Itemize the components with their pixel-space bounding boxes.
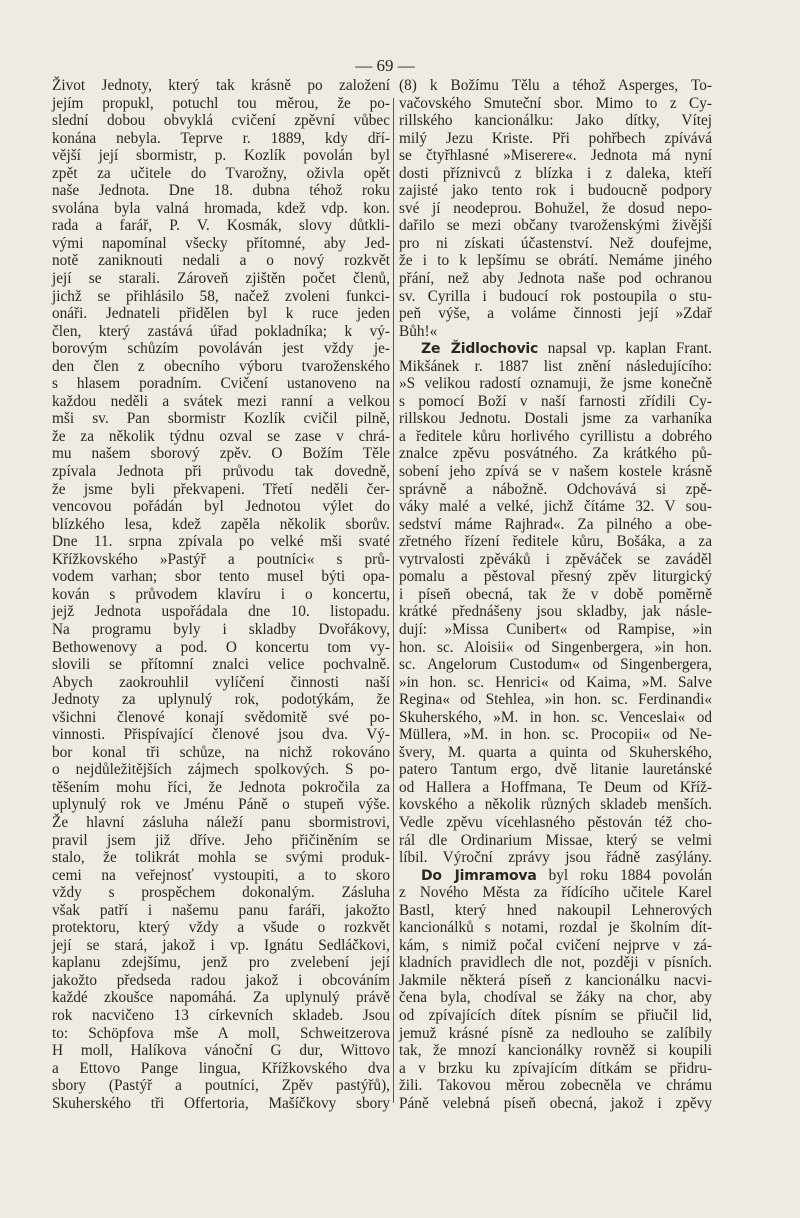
text-line: dují: »Missa Cunibert« od Rampise, »in (399, 620, 712, 638)
text-line: rillskou Jednotu. Dostali jsme za varhaníka (399, 410, 712, 428)
text-line: od zpívajících dítek písním se přiučil lid, (399, 1006, 712, 1024)
text-line: slední dobou obvyklá cvičení zpěvní vůbec (52, 112, 390, 130)
text-line: Skuherského, »M. in hon. sc. Venceslai« od (399, 708, 712, 726)
text-line: Skuherského tři Offertoria, Mašíčkovy sbory (52, 1094, 390, 1112)
text-line: její se starali. Zároveň zjištěn počet členů, (52, 270, 390, 288)
text-line: se čtyřhlasné »Miserere«. Jednota má nyní (399, 147, 712, 165)
text-line: notě zaniknouti nedali a o nový rozkvět (52, 252, 390, 270)
text-line: Bastl, který hned nakoupil Lehnerových (399, 901, 712, 919)
text-line: s hlasem poradním. Cvičení ustanoveno na (52, 375, 390, 393)
text-line: konána nebyla. Teprve r. 1889, kdy dří- (52, 129, 390, 147)
text-line: zajisté jako tento rok i budoucně podpory (399, 182, 712, 200)
text-line: z Nového Města za řídícího učitele Karel (399, 884, 712, 902)
text-line: protektoru, který vždy a všude o rozkvět (52, 919, 390, 937)
text-line: váky malé a velké, jichž čítáme 32. V sou- (399, 498, 712, 516)
text-line: Bethowenovy a pod. O koncertu tom vy- (52, 638, 390, 656)
text-line: milý Jezu Kriste. Při pohřbech zpívává (399, 129, 712, 147)
text-line: bor konal tři schůze, na nichž rokováno (52, 743, 390, 761)
text-line-content: byl roku 1884 povolán (536, 866, 712, 884)
text-line: sv. Cyrilla i budoucí rok postoupila o stu- (399, 287, 712, 305)
text-line: svolána byla valná hromada, kdež vdp. kon. (52, 199, 390, 217)
text-line: jichž se přihlásilo 58, načež zvoleni funkci- (52, 287, 390, 305)
text-line: dosti příznivců z blízka i z daleka, kteří (399, 164, 712, 182)
text-line-content: napsal vp. kaplan Frant. (538, 340, 713, 358)
text-line: švery, M. quarta a quinta od Skuherského, (399, 743, 712, 761)
text-line: líbil. Výroční zprávy jsou řádně zasýlány. (399, 849, 712, 867)
text-line: hon. sc. Aloisii« od Singenbergera, »in hon. (399, 638, 712, 656)
text-line: Páně velebná píseň obecná, jakož i zpěvy (399, 1094, 712, 1112)
text-line: stalo, že tolikrát mohla se svými produk- (52, 849, 390, 867)
text-line: mši sv. Pan sbormistr Kozlík cvičil pilně, (52, 410, 390, 428)
text-line: znalce zpěvu posvátného. Za krátkého pů- (399, 445, 712, 463)
text-line: dařilo se mezi občany tvaroženskými živější (399, 217, 712, 235)
text-line: zpívala Jednota při průvodu tak dovedně, (52, 463, 390, 481)
text-line: sbory (Pastýř a poutníci, Zpěv pastýřů), (52, 1077, 390, 1095)
text-line: že jsme byli překvapeni. Třetí neděli čer- (52, 480, 390, 498)
text-line: kován s průvodem klavíru i o koncertu, (52, 585, 390, 603)
page-number: — 69 — (355, 56, 415, 75)
text-line: sobení jeho zpívá se v našem kostele krásně (399, 463, 712, 481)
text-line: kám, s nimiž počal cvičení nejprve v zá- (399, 936, 712, 954)
text-line: kaplanu zdejšímu, jenž pro zvelebení její (52, 954, 390, 972)
text-line: vodem varhan; sbor tento musel býti opa- (52, 568, 390, 586)
text-line: jejž Jednota uspořádala dne 10. listopadu. (52, 603, 390, 621)
text-line: tak, že mnozí kancionálky rovněž si koupili (399, 1042, 712, 1060)
text-line: Jakmile některá píseň z kancionálku nacvi- (399, 971, 712, 989)
right-text-column (399, 77, 712, 1112)
text-line: blízkého lesa, kdež zapěla několik sborův. (52, 515, 390, 533)
text-line: své jí neodeprou. Bohužel, že dosud nepo- (399, 199, 712, 217)
text-line: jemuž krásné písně za nedlouho se zalíbily (399, 1024, 712, 1042)
text-line: naše Jednota. Dne 18. dubna téhož roku (52, 182, 390, 200)
text-line: borovým schůzím povoláván jest vždy je- (52, 340, 390, 358)
text-line: každé zkoušce napomáhá. Za uplynulý právě (52, 989, 390, 1007)
text-line: žili. Takovou měrou zobecněla ve chrámu (399, 1077, 712, 1095)
text-line: patero Tantum ergo, dvě litanie lauretánské (399, 761, 712, 779)
text-line: správně a nábožně. Odchovává si zpě- (399, 480, 712, 498)
text-line: sc. Angelorum Custodum« od Singenbergera, (399, 656, 712, 674)
text-line: Bůh!« (399, 322, 438, 340)
text-line: kladních pravidlech dle not, později v písních. (399, 954, 712, 972)
text-line: kovského a několik různých skladeb menších. (399, 796, 712, 814)
text-line: kancionálků s notami, rozdal je školním dít- (399, 919, 712, 937)
text-line: Regina« od Stehlea, »in hon. sc. Ferdinandi« (399, 691, 712, 709)
text-line (399, 340, 712, 358)
text-line: její se stará, jakož i vp. Ignátu Sedláčkovi, (52, 936, 390, 954)
text-line: vytrvalosti zpěváků i zpěváček se zaváděl (399, 550, 712, 568)
text-line: všichni členové konají svědomitě své po- (52, 708, 390, 726)
text-line: s pomocí Boží v naší farnosti zřídili Cy- (399, 392, 712, 410)
text-line: den člen z obecního výboru tvaroženského (52, 357, 390, 375)
text-line: to: Schöpfova mše A moll, Schweitzerova (52, 1024, 390, 1042)
text-line: Dne 11. srpna zpívala po velké mši svaté (52, 533, 390, 551)
text-line: H moll, Halíkova vánoční G dur, Wittovo (52, 1042, 390, 1060)
text-line: Jednoty za uplynulý rok, podotýkám, že (52, 691, 390, 709)
left-text-column (52, 77, 390, 1112)
text-line: čena byla, chodíval se žáky na chor, aby (399, 989, 712, 1007)
text-line: Müllera, »M. in hon. sc. Procopii« od Ne- (399, 726, 712, 744)
text-line: že i to k lepšímu se obrátí. Nemáme jiného (399, 252, 712, 270)
text-line: »S velikou radostí oznamuji, že jsme konečně (399, 375, 712, 393)
text-line: pravil jsem již dříve. Jeho přičiněním se (52, 831, 390, 849)
text-line: »in hon. sc. Henrici« od Kaima, »M. Salve (399, 673, 712, 691)
text-line: vencovou pořádán byl Jednotou výlet do (52, 498, 390, 516)
text-line: onáři. Jednateli přidělen byl k ruce jeden (52, 305, 390, 323)
text-line: vými napomínal všecky přítomné, aby Jed- (52, 234, 390, 252)
text-line: přání, než aby Jednota naše pod ochranou (399, 270, 712, 288)
text-line (399, 867, 712, 885)
text-line: těšením mohu říci, že Jednota pokročila za (52, 778, 390, 796)
text-line: i píseň obecná, tak že v době poměrně (399, 585, 712, 603)
text-line: rok nacvičeno 13 církevních skladeb. Jsou (52, 1006, 390, 1024)
section-heading: Ze Židlochovic (421, 341, 539, 358)
text-line: sedství máme Rajhrad«. Za pilného a obe- (399, 515, 712, 533)
text-line: krátké přednášeny jsou skladby, jak násle- (399, 603, 712, 621)
text-line: a v brzku ku zpívajícím dítkám se přidru- (399, 1059, 712, 1077)
text-line: člen, který zastává úřad pokladníka; k vý- (52, 322, 390, 340)
text-line: jakožto předseda radou jakož i obcováním (52, 971, 390, 989)
text-line: vačovského Smuteční sbor. Mimo to z Cy- (399, 94, 712, 112)
text-line: Že hlavní zásluha náleží panu sbormistrovi, (52, 813, 390, 831)
text-line: vinnosti. Přispívající členové jsou dva. Vý- (52, 726, 390, 744)
text-line: Na programu byly i skladby Dvořákovy, (52, 620, 390, 638)
text-line: cemi na veřejnosť vystoupiti, a to skoro (52, 866, 390, 884)
text-line: vždy s prospěchem dokonalým. Zásluha (52, 884, 390, 902)
text-line: a ředitele kůru horlivého cyrillistu a dobrého (399, 427, 712, 445)
text-line: uplynulý rok ve Jménu Páně o stupeň výše. (52, 796, 390, 814)
text-line: rillského kancionálku: Jako dítky, Vítej (399, 112, 712, 130)
text-line: rál dle Ordinarium Missae, který se velmi (399, 831, 712, 849)
text-line: o nejdůležitějších zájmech spolkových. S po- (52, 761, 390, 779)
text-line: slovili se přítomní znalci velice pochvalně. (52, 656, 390, 674)
text-line: že za několik týdnu ozval se zase v chrá- (52, 427, 390, 445)
text-line: zpět za učitele do Tvarožny, oživla opět (52, 164, 390, 182)
text-line: Mikšánek r. 1887 list znění následujícího: (399, 357, 712, 375)
text-line: Život Jednoty, který tak krásně po založení (52, 77, 390, 94)
section-heading: Do Jimramova (421, 867, 537, 884)
text-line: Křížkovského »Pastýř a poutníci« s prů- (52, 550, 390, 568)
text-line: a Ettovo Pange lingua, Křížkovského dva (52, 1059, 390, 1077)
text-line: Vedle zpěvu vícehlasného pěstován též cho- (399, 813, 712, 831)
text-line: pro ni získati účastenství. Než doufejme, (399, 234, 712, 252)
text-line: však patří i našemu panu faráři, jakožto (52, 901, 390, 919)
text-line: každou neděli a svátek mezi ranní a velkou (52, 392, 390, 410)
text-line: pomalu a pěstoval přesný zpěv liturgický (399, 568, 712, 586)
text-line: rada a farář, P. V. Kosmák, slovy důtkli- (52, 217, 390, 235)
text-line: mu našem sborový zpěv. O Božím Těle (52, 445, 390, 463)
text-line: peň výše, a voláme činnosti její »Zdař (399, 305, 712, 323)
column-divider (393, 98, 394, 1103)
text-line: vější její sbormistr, p. Kozlík povolán byl (52, 147, 390, 165)
text-line: zřetného řízení ředitele kůru, Bošáka, a za (399, 533, 712, 551)
text-line: Abych zaokrouhlil vylíčení činnosti naší (52, 673, 390, 691)
text-line: od Hallera a Hoffmana, Te Deum od Kříž- (399, 778, 712, 796)
text-line: jejím propukl, potuchl tou měrou, že po- (52, 94, 390, 112)
text-line: (8) k Božímu Tělu a téhož Asperges, To- (399, 77, 712, 94)
